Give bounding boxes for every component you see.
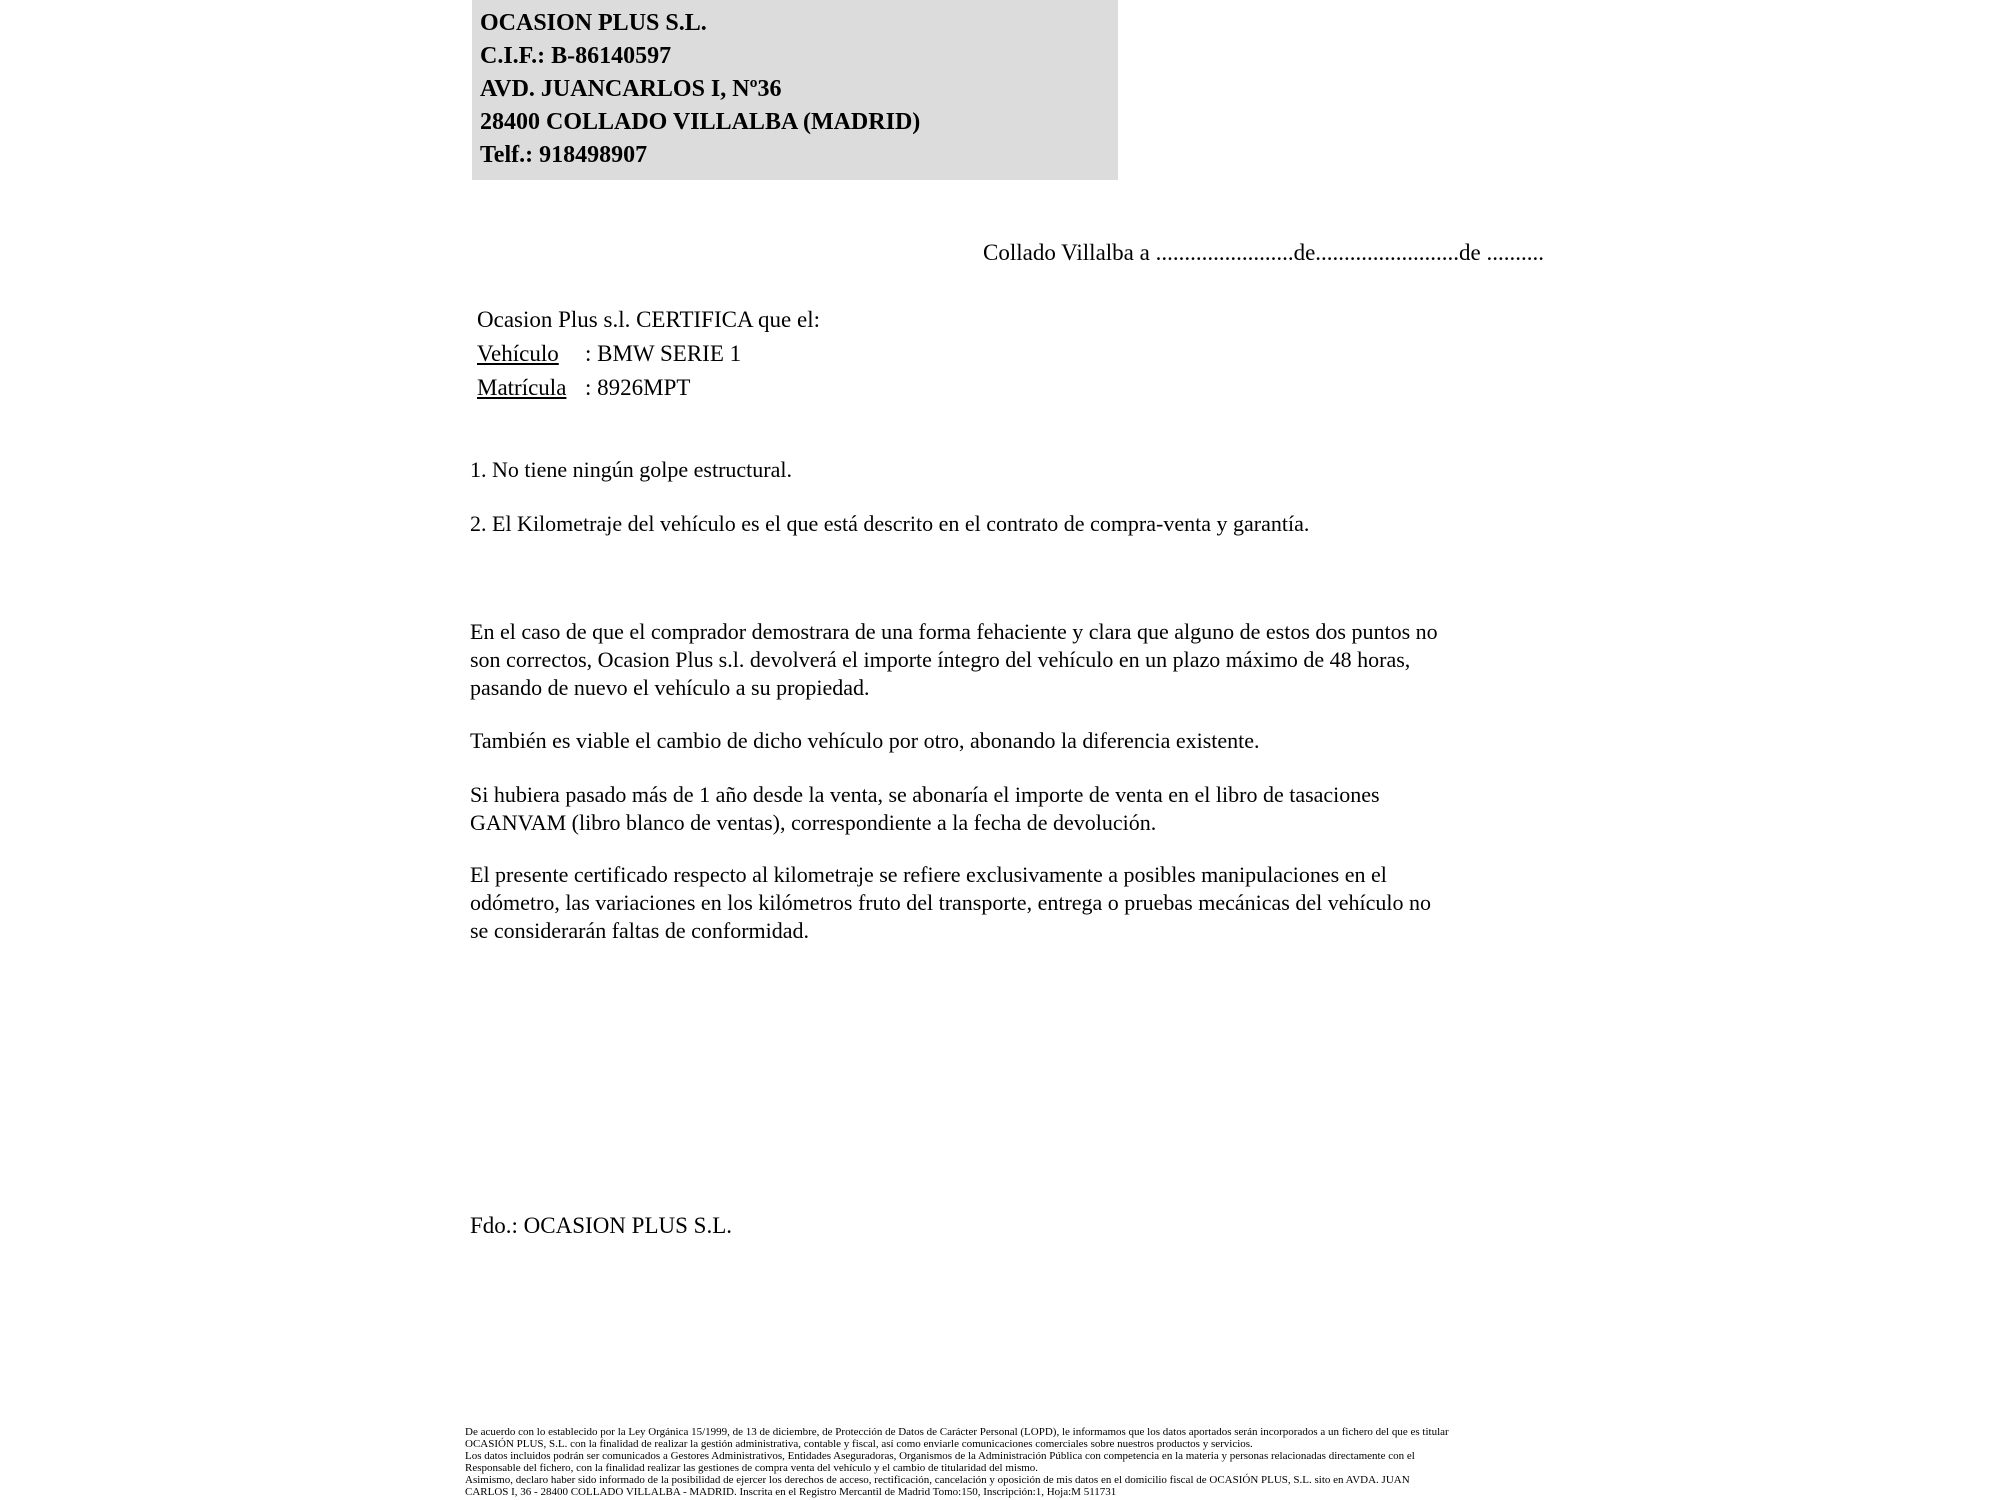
paragraph-refund — [470, 618, 1438, 702]
paragraph-line: También es viable el cambio de dicho vehículo por otro, abonando la diferencia existente. — [470, 728, 1260, 753]
paragraph-line: son correctos, Ocasion Plus s.l. devolverá el importe íntegro del vehículo en un plazo máximo de 48 horas, — [470, 647, 1411, 672]
legal-footer-line: CARLOS I, 36 - 28400 COLLADO VILLALBA - MADRID. Inscrita en el Registro Mercantil de Madrid Tomo:150, Inscripción:1, Hoja:M 511731 — [465, 1486, 1117, 1498]
vehicle-label-wrap — [477, 337, 585, 371]
vehicle-line — [477, 337, 820, 371]
plate-value: : 8926MPT — [585, 375, 691, 400]
certify-intro: Ocasion Plus s.l. CERTIFICA que el: — [477, 307, 820, 332]
paragraph-line: se considerarán faltas de conformidad. — [470, 918, 810, 943]
clause-mileage: 2. El Kilometraje del vehículo es el que está descrito en el contrato de compra-venta y garantía. — [470, 511, 1310, 536]
plate-label: Matrícula — [477, 375, 567, 400]
company-name: OCASION PLUS S.L. — [480, 10, 707, 36]
legal-footer-line: Asimismo, declaro haber sido informado de la posibilidad de ejercer los derechos de acceso, rectificación, cancelación y oposición de mis datos en el domicilio fiscal de OCASIÓN PLUS, S.L. sito en AVDA. JUAN — [465, 1474, 1410, 1486]
company-cif: C.I.F.: B-86140597 — [480, 43, 672, 69]
company-header-block — [472, 0, 1118, 180]
vehicle-value: : BMW SERIE 1 — [585, 341, 742, 366]
paragraph-line: El presente certificado respecto al kilometraje se refiere exclusivamente a posibles manipulaciones en el — [470, 862, 1387, 887]
paragraph-exchange — [470, 727, 1260, 755]
company-city: 28400 COLLADO VILLALBA (MADRID) — [480, 109, 921, 135]
plate-line — [477, 371, 820, 405]
paragraph-line: GANVAM (libro blanco de ventas), correspondiente a la fecha de devolución. — [470, 810, 1157, 835]
legal-footer-block — [465, 1426, 1565, 1498]
signature-line: Fdo.: OCASION PLUS S.L. — [470, 1213, 732, 1238]
legal-footer-line: Responsable del fichero, con la finalidad realizar las gestiones de compra venta del vehículo y el cambio de titularidad del mismo. — [465, 1462, 1039, 1474]
paragraph-odometer-disclaimer — [470, 861, 1431, 945]
paragraph-line: Si hubiera pasado más de 1 año desde la venta, se abonaría el importe de venta en el libro de tasaciones — [470, 782, 1380, 807]
company-phone: Telf.: 918498907 — [480, 142, 648, 168]
certify-block — [477, 303, 820, 405]
company-address: AVD. JUANCARLOS I, Nº36 — [480, 76, 782, 102]
date-blank-line: Collado Villalba a ........................de.........................de .......... — [983, 240, 1544, 265]
vehicle-label: Vehículo — [477, 341, 559, 366]
paragraph-line: pasando de nuevo el vehículo a su propiedad. — [470, 675, 870, 700]
clause-no-structural-damage: 1. No tiene ningún golpe estructural. — [470, 457, 792, 482]
plate-label-wrap — [477, 371, 585, 405]
legal-footer-line: OCASIÓN PLUS, S.L. con la finalidad de realizar la gestión administrativa, contable y fiscal, así como enviarle comunicaciones comerciales sobre nuestros productos y servicios. — [465, 1438, 1253, 1450]
paragraph-line: odómetro, las variaciones en los kilómetros fruto del transporte, entrega o pruebas mecánicas del vehículo no — [470, 890, 1431, 915]
paragraph-ganvam — [470, 781, 1380, 837]
legal-footer-line: Los datos incluidos podrán ser comunicados a Gestores Administrativos, Entidades Aseguradoras, Organismos de la Administración Pública con competencia en la materia y personas relacionadas directamente con el — [465, 1450, 1415, 1462]
paragraph-line: En el caso de que el comprador demostrara de una forma fehaciente y clara que alguno de estos dos puntos no — [470, 619, 1438, 644]
legal-footer-line: De acuerdo con lo establecido por la Ley Orgánica 15/1999, de 13 de diciembre, de Protección de Datos de Carácter Personal (LOPD), le informamos que los datos aportados serán incorporados a un fichero del que es titular — [465, 1426, 1449, 1438]
